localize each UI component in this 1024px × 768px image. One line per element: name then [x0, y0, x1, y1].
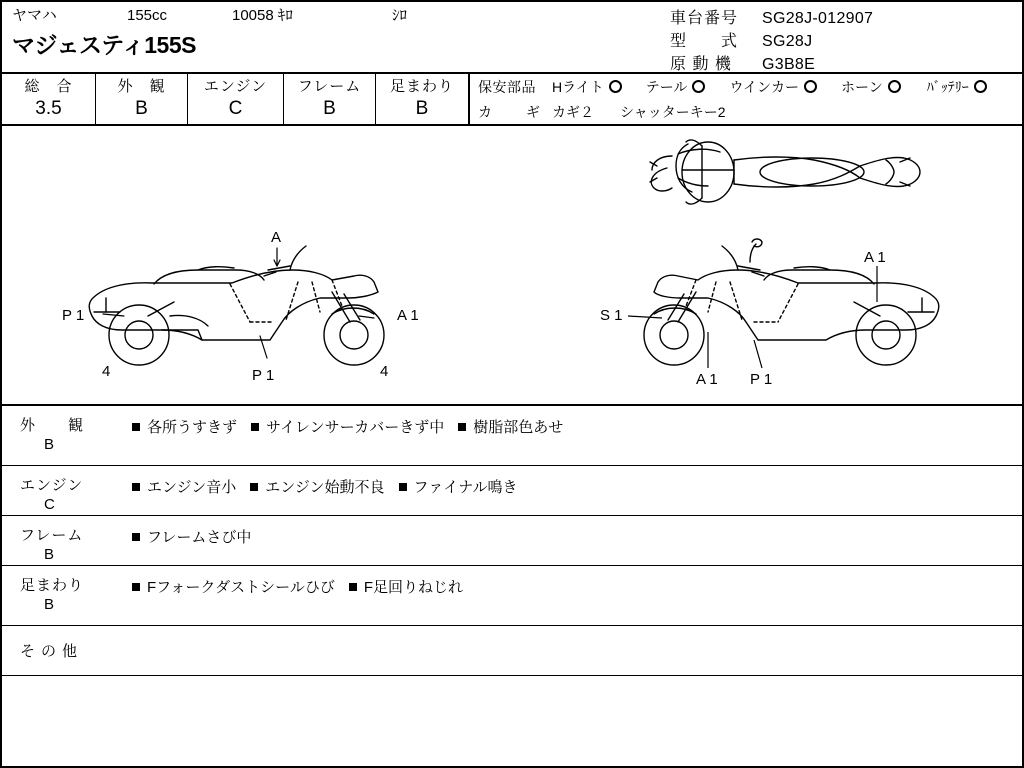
comment-label-frame: [2, 516, 120, 565]
grade-suspension-value: B: [415, 98, 429, 119]
engine-label: 原 動 機: [670, 56, 732, 73]
comment-item: [132, 576, 335, 597]
safety-item-battery-label: ﾊﾞｯﾃﾘｰ: [926, 78, 969, 95]
label-left-num-rear: 4: [102, 363, 111, 380]
grade-frame-value: B: [323, 98, 336, 119]
comment-items-engine: [120, 466, 1022, 515]
grade-suspension: [376, 74, 470, 124]
comment-item-text: フレームさび中: [147, 529, 252, 546]
grade-engine-value: C: [228, 98, 243, 119]
comment-row-engine: [2, 466, 1022, 516]
keys-row: [478, 99, 1022, 124]
safety-item-horn-label: ホーン: [841, 78, 883, 95]
bullet-square-icon: [250, 483, 258, 491]
label-right-a1-top: A 1: [864, 249, 886, 266]
frame-number-row: [642, 5, 1022, 28]
safety-item-winker: [729, 77, 817, 97]
grade-total-label: 総 合: [24, 78, 73, 95]
ok-circle-icon: [888, 80, 901, 93]
comment-item-text: Fフォークダストシールひび: [147, 579, 335, 596]
label-right-p1: P 1: [750, 371, 773, 388]
ok-circle-icon: [609, 80, 622, 93]
comment-label-exterior: [2, 406, 120, 465]
type-label: 型 式: [670, 33, 739, 50]
model-name: マジェスティ155S: [12, 32, 196, 58]
comment-item: [349, 576, 463, 597]
comment-item-text: 各所うすきず: [147, 419, 238, 436]
comment-items-suspension: [120, 566, 1022, 625]
grade-exterior: [96, 74, 188, 124]
engine-row: [642, 51, 1022, 74]
label-left-num-front: 4: [380, 363, 389, 380]
label-left-a1: A 1: [397, 307, 419, 324]
comment-item-text: サイレンサーカバーきず中: [266, 419, 445, 436]
comment-label-engine-text: エンジン: [20, 477, 84, 494]
safety-parts-title: 保安部品: [478, 78, 536, 95]
key-item-2: シャッターキー2: [620, 103, 726, 120]
mileage: 10058 ｷﾛ: [232, 7, 293, 24]
bullet-square-icon: [132, 423, 140, 431]
comment-grade-suspension: B: [44, 596, 55, 613]
bullet-square-icon: [132, 583, 140, 591]
displacement: 155cc: [127, 7, 168, 24]
comment-item-text: F足回りねじれ: [363, 579, 463, 596]
comment-item: [132, 526, 251, 547]
safety-item-battery: [927, 77, 987, 97]
frame-number-label: 車台番号: [670, 10, 739, 27]
bullet-square-icon: [458, 423, 466, 431]
blank-row: [2, 676, 1022, 730]
ok-circle-icon: [692, 80, 705, 93]
comment-items-exterior: [120, 406, 1022, 465]
comments-section: [2, 406, 1022, 730]
safety-item-winker-label: ウインカー: [729, 78, 800, 95]
safety-parts-section: [470, 74, 1022, 124]
safety-item-headlight-label: Hライト: [552, 78, 604, 95]
ok-circle-icon: [804, 80, 817, 93]
label-left-p1-bottom: P 1: [252, 367, 275, 384]
label-left-p1-front: P 1: [62, 307, 85, 324]
key-item-1: カギ２: [552, 103, 594, 120]
bullet-square-icon: [132, 533, 140, 541]
header-right: [642, 2, 1022, 72]
comment-item: [132, 476, 236, 497]
comment-row-frame: [2, 516, 1022, 566]
grade-engine: [188, 74, 284, 124]
comment-label-suspension-text: 足まわり: [20, 577, 85, 594]
comment-row-suspension: [2, 566, 1022, 626]
label-left-a: A: [271, 229, 282, 246]
grades-bar: [2, 74, 1022, 126]
comment-label-suspension: [2, 566, 120, 625]
grade-total-value: 3.5: [35, 98, 62, 119]
grade-exterior-label: 外 観: [117, 78, 166, 95]
grade-frame: [284, 74, 376, 124]
comment-item: [399, 476, 518, 497]
comment-grade-exterior: B: [44, 436, 55, 453]
grade-suspension-label: 足まわり: [389, 78, 454, 95]
header-basic-row: [12, 4, 642, 30]
safety-parts-row: [478, 74, 1022, 99]
comment-item: [251, 416, 444, 437]
maker-name: ヤマハ: [12, 7, 57, 24]
safety-item-horn: [841, 77, 901, 97]
keys-title: カ ギ: [478, 103, 550, 120]
left-side-view-drawing: [89, 246, 384, 365]
comment-items-frame: [120, 516, 1022, 565]
header-left: [2, 2, 642, 72]
bullet-square-icon: [349, 583, 357, 591]
comment-label-engine: [2, 466, 120, 515]
type-value: SG28J: [762, 33, 813, 50]
bullet-square-icon: [251, 423, 259, 431]
label-right-a1-bottom: A 1: [696, 371, 718, 388]
comment-item-text: 樹脂部色あせ: [473, 419, 564, 436]
bullet-square-icon: [399, 483, 407, 491]
frame-number-value: SG28J-012907: [762, 10, 874, 27]
comment-label-frame-text: フレーム: [20, 527, 84, 544]
comment-grade-engine: C: [44, 496, 55, 513]
engine-value: G3B8E: [762, 56, 816, 73]
comment-item: [132, 416, 237, 437]
type-row: [642, 28, 1022, 51]
header: [2, 2, 1022, 74]
right-side-view-drawing: [644, 239, 939, 365]
bullet-square-icon: [132, 483, 140, 491]
grade-total: [2, 74, 96, 124]
comment-item-text: エンジン音小: [147, 479, 237, 496]
label-right-s1: S 1: [600, 307, 623, 324]
comment-label-exterior-text: 外 観: [20, 417, 93, 434]
comment-item-text: ファイナル鳴き: [413, 479, 518, 496]
grade-engine-label: エンジン: [203, 78, 268, 95]
safety-item-taillight-label: テール: [645, 78, 688, 95]
safety-item-headlight: [552, 77, 622, 97]
grade-frame-label: フレーム: [297, 78, 362, 95]
damage-diagram: [2, 126, 1022, 406]
comment-item-text: エンジン始動不良: [265, 479, 385, 496]
top-view-drawing: [650, 140, 920, 204]
other-row: その他: [2, 626, 1022, 676]
ok-circle-icon: [974, 80, 987, 93]
comment-row-exterior: [2, 406, 1022, 466]
comment-grade-frame: B: [44, 546, 55, 563]
diagram-svg: [2, 126, 1022, 404]
comment-item: [250, 476, 384, 497]
comment-item: [458, 416, 563, 437]
grade-exterior-value: B: [135, 98, 148, 119]
safety-item-taillight: [646, 77, 706, 97]
color: ｼﾛ: [392, 7, 408, 24]
